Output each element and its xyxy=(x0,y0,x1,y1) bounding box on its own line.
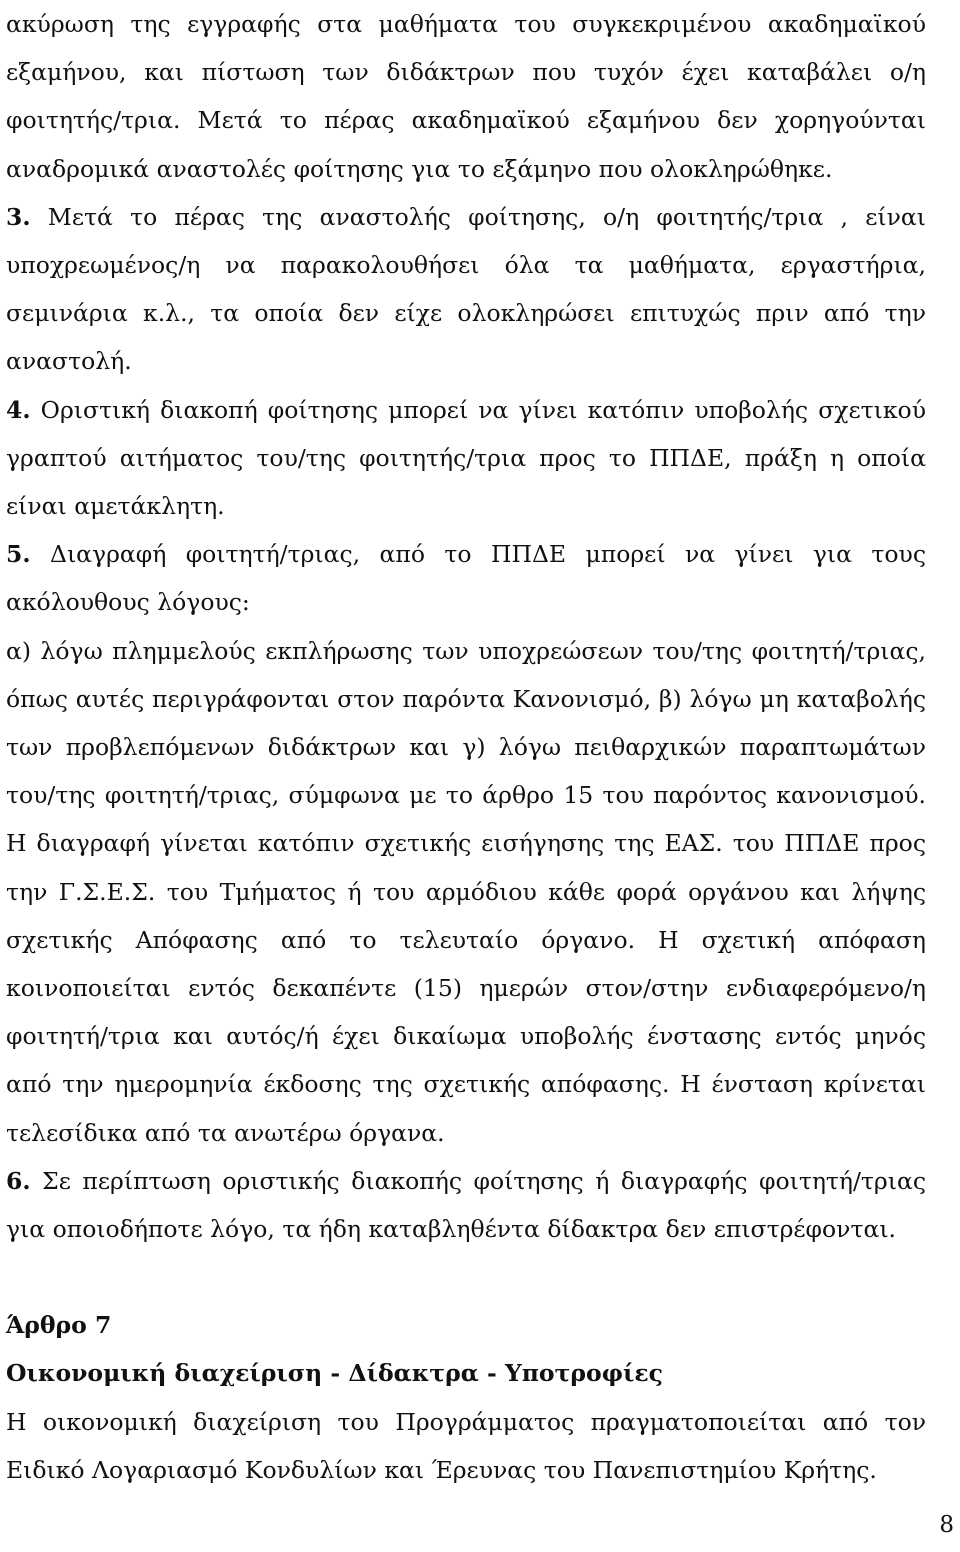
item-3-number: 3. xyxy=(6,202,31,231)
item-5 xyxy=(6,530,926,626)
article-heading: Οικονομική διαχείριση - Δίδακτρα - Υποτροφίες xyxy=(6,1359,663,1388)
item-3 xyxy=(6,193,926,386)
intro-text: ακύρωση της εγγραφής στα μαθήματα του συγκεκριμένου ακαδημαϊκού εξαμήνου, και πίστωση των διδάκτρων που τυχόν έχει καταβάλει ο/η φοιτητής/τρια. Μετά το πέρας ακαδημαϊκού εξαμήνου δεν χορηγούνται αναδρομικά αναστολές φοίτησης για το εξάμηνο που ολοκληρώθηκε. xyxy=(6,10,926,183)
document-page xyxy=(6,0,926,1494)
item-6-text: Σε περίπτωση οριστικής διακοπής φοίτησης ή διαγραφής φοιτητή/τριας για οποιοδήποτε λόγο, τα ήδη καταβληθέντα δίδακτρα δεν επιστρέφονται. xyxy=(6,1166,926,1244)
section-spacer xyxy=(6,1253,926,1301)
intro-paragraph xyxy=(6,0,926,193)
article-body xyxy=(6,1398,926,1494)
item-3-text: Μετά το πέρας της αναστολής φοίτησης, ο/η φοιτητής/τρια , είναι υποχρεωμένος/η να παρακολουθήσει όλα τα μαθήματα, εργαστήρια, σεμινάρια κ.λ., τα οποία δεν είχε ολοκληρώσει επιτυχώς πριν από την αναστολή. xyxy=(6,202,926,376)
item-6 xyxy=(6,1157,926,1253)
item-4 xyxy=(6,386,926,531)
item-5-text: Διαγραφή φοιτητή/τριας, από το ΠΠΔΕ μπορεί να γίνει για τους ακόλουθους λόγους: xyxy=(6,540,926,617)
item-6-number: 6. xyxy=(6,1166,31,1195)
article-body-text: Η οικονομική διαχείριση του Προγράμματος πραγματοποιείται από τον Ειδικό Λογαριασμό Κονδυλίων και Έρευνας του Πανεπιστημίου Κρήτης. xyxy=(6,1407,926,1484)
item-4-text: Οριστική διακοπή φοίτησης μπορεί να γίνει κατόπιν υποβολής σχετικού γραπτού αιτήματος του/της φοιτητής/τρια προς το ΠΠΔΕ, πράξη η οποία είναι αμετάκλητη. xyxy=(6,395,926,521)
item-5-reasons-text: α) λόγω πλημμελούς εκπλήρωσης των υποχρεώσεων του/της φοιτητή/τριας, όπως αυτές περιγράφονται στον παρόντα Κανονισμό, β) λόγω μη καταβολής των προβλεπόμενων διδάκτρων και γ) λόγω πειθαρχικών παραπτωμάτων του/της φοιτητή/τριας, σύμφωνα με το άρθρο 15 του παρόντος κανονισμού. Η διαγραφή γίνεται κατόπιν σχετικής εισήγησης της ΕΑΣ. του ΠΠΔΕ προς την Γ.Σ.Ε.Σ. του Τμήματος ή του αρμόδιου κάθε φορά οργάνου και λήψης σχετικής Απόφασης από το τελευταίο όργανο. Η σχετική απόφαση κοινοποιείται εντός δεκαπέντε (15) ημερών στον/στην ενδιαφερόμενο/η φοιτητή/τρια και αυτός/ή έχει δικαίωμα υποβολής ένστασης εντός μηνός από την ημερομηνία έκδοσης της σχετικής απόφασης. Η ένσταση κρίνεται τελεσίδικα από τα ανωτέρω όργανα. xyxy=(6,636,926,1147)
page-number: 8 xyxy=(939,1512,954,1538)
item-5-reasons xyxy=(6,627,926,1157)
item-4-number: 4. xyxy=(6,395,31,424)
article-title: Άρθρο 7 xyxy=(6,1311,112,1340)
item-5-number: 5. xyxy=(6,540,31,569)
